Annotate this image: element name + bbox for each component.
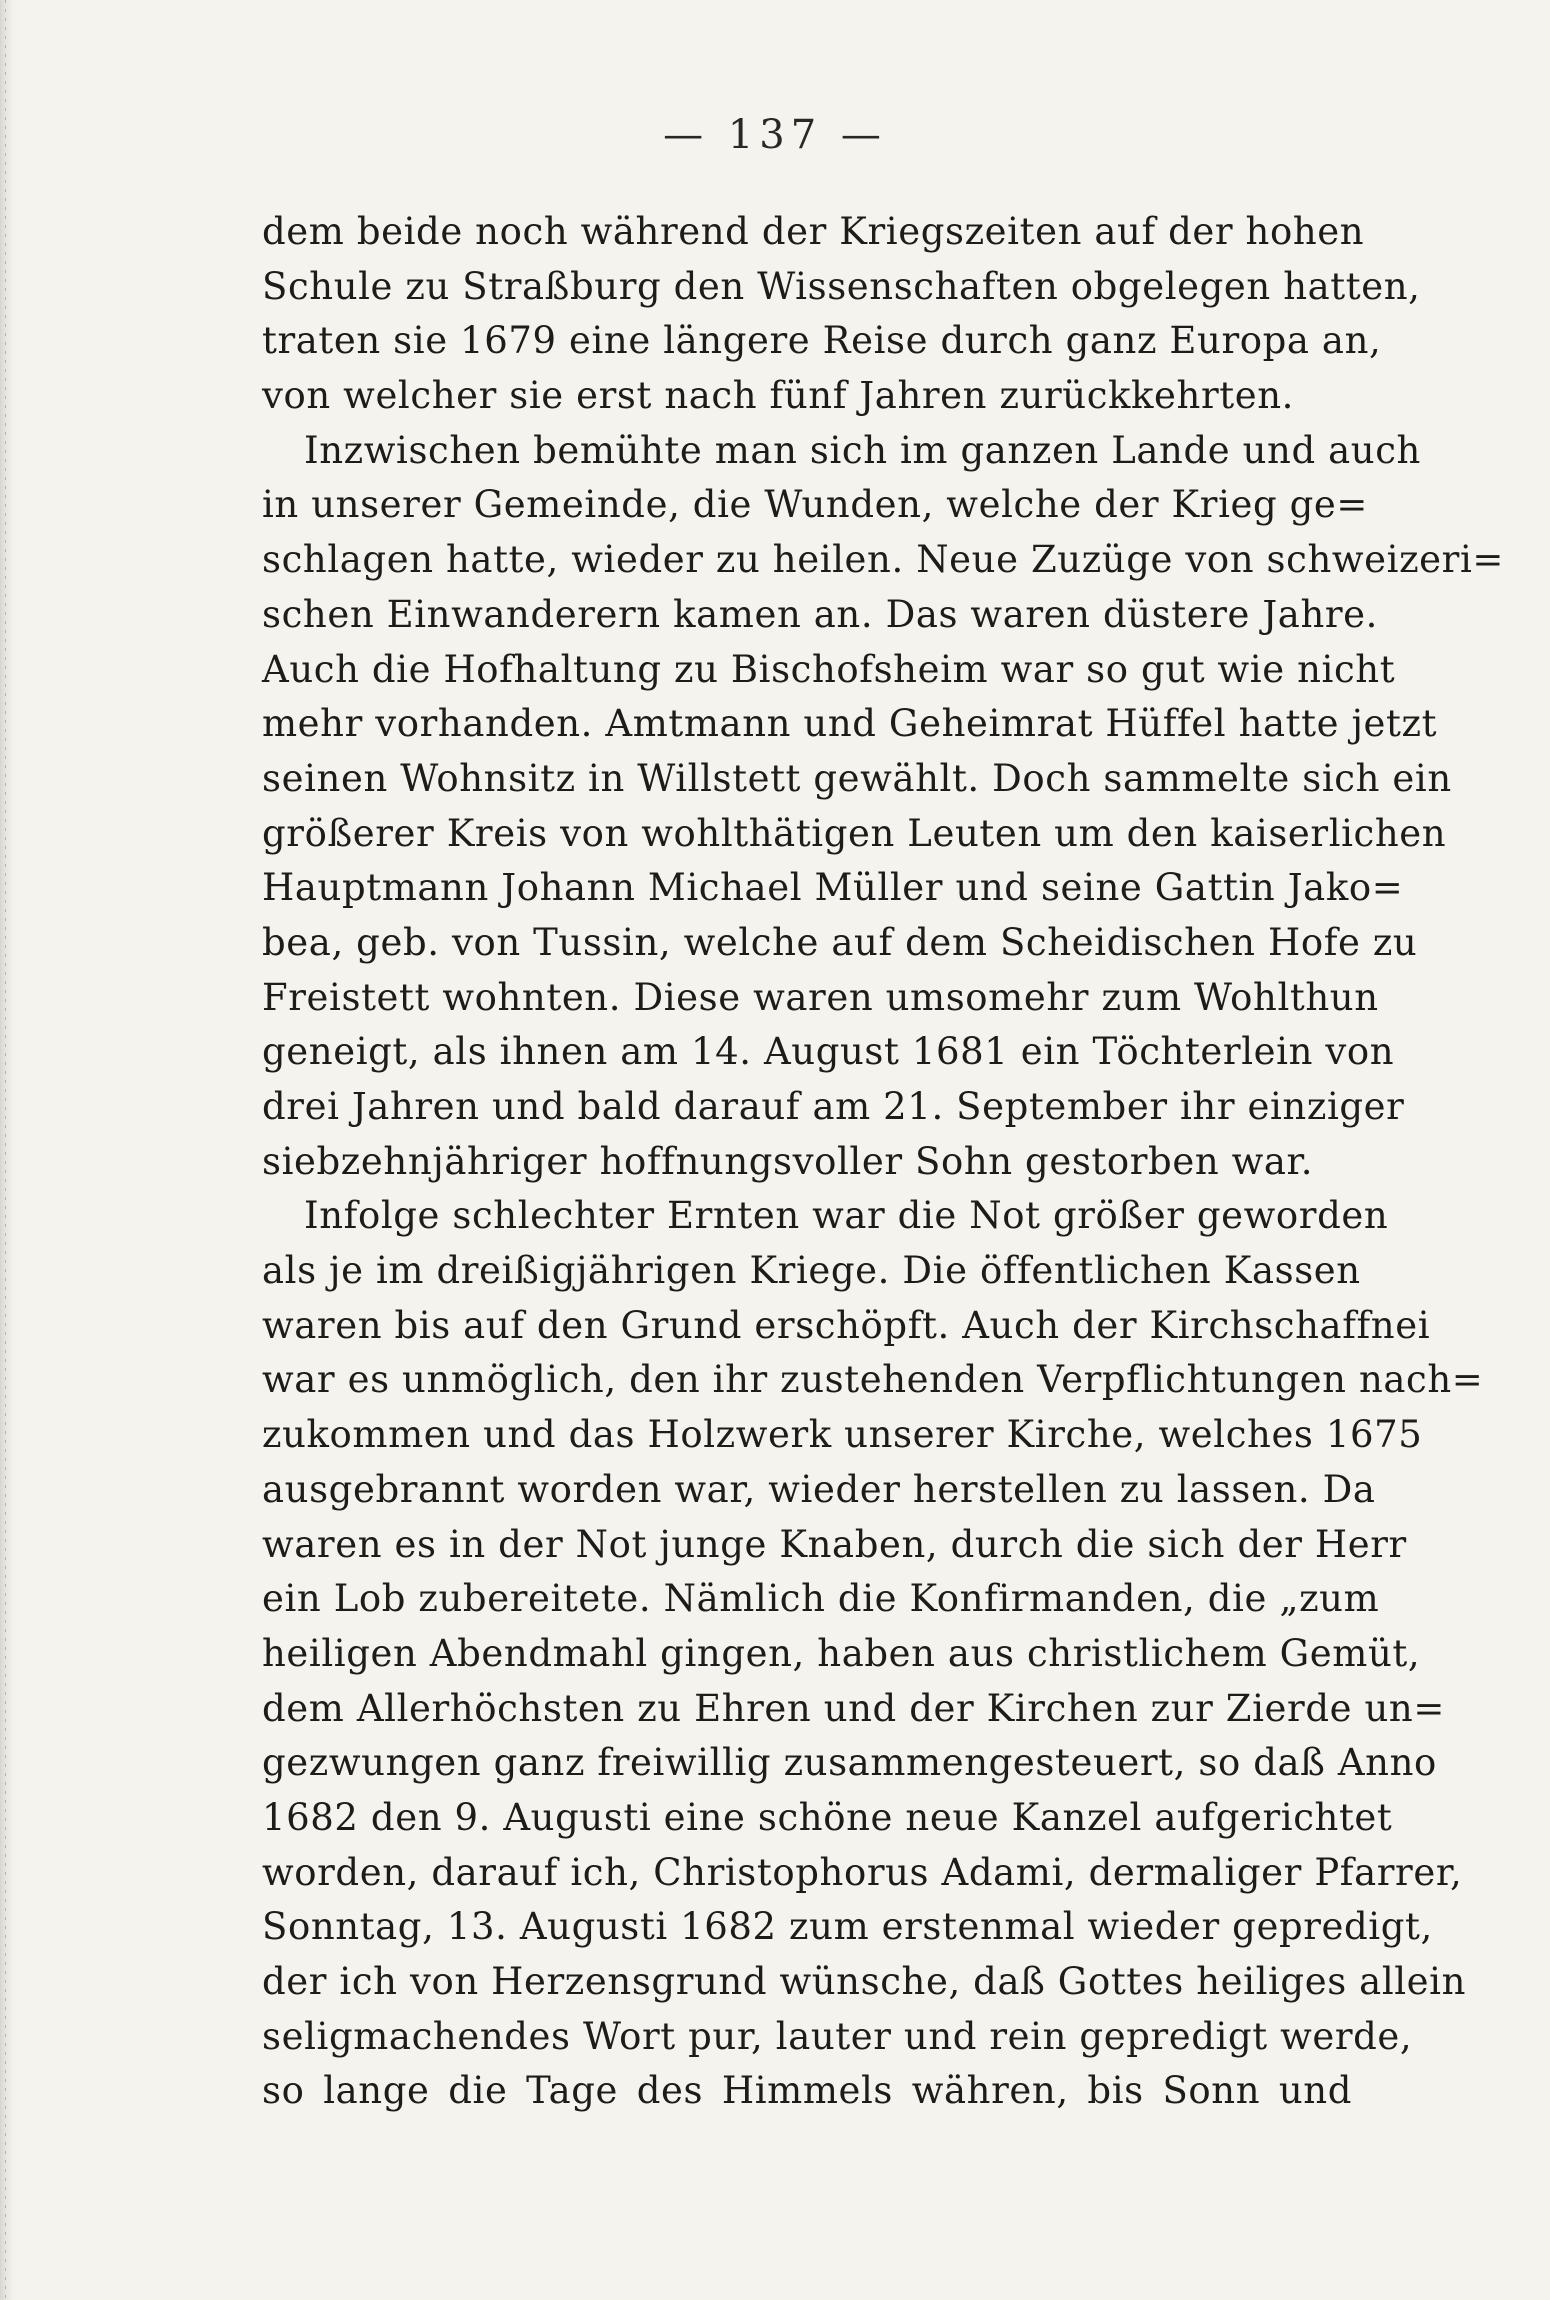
text-line: als je im dreißigjährigen Kriege. Die öffentlichen Kassen <box>262 1249 1361 1293</box>
text-line: war es unmöglich, den ihr zustehenden Verpflichtungen nach= <box>262 1358 1484 1402</box>
text-line: seligmachendes Wort pur, lauter und rein gepredigt werde, <box>262 2014 1413 2058</box>
text-line: von welcher sie erst nach fünf Jahren zurückkehrten. <box>262 374 1295 418</box>
text-line: der ich von Herzensgrund wünsche, daß Gottes heiliges allein <box>262 1960 1467 2003</box>
text-line: seinen Wohnsitz in Willstett gewählt. Doch sammelte sich ein <box>262 756 1452 800</box>
text-line: siebzehnjähriger hoffnungsvoller Sohn gestorben war. <box>262 1139 1314 1183</box>
text-line: mehr vorhanden. Amtmann und Geheimrat Hüffel hatte jetzt <box>262 702 1438 746</box>
text-line: Freistett wohnten. Diese waren umsomehr zum Wohlthun <box>262 975 1379 1019</box>
text-line: worden, darauf ich, Christophorus Adami, dermaliger Pfarrer, <box>262 1850 1463 1894</box>
text-line: waren bis auf den Grund erschöpft. Auch der Kirchschaffnei <box>262 1303 1431 1347</box>
text-line: Hauptmann Johann Michael Müller und seine Gattin Jako= <box>262 866 1404 910</box>
text-line: so lange die Tage des Himmels währen, bis Sonn und <box>262 2069 1352 2113</box>
paragraph-start-line: Inzwischen bemühte man sich im ganzen Lande und auch <box>304 428 1421 472</box>
text-line: ein Lob zubereitete. Nämlich die Konfirmanden, die „zum <box>262 1577 1380 1621</box>
text-line: gezwungen ganz freiwillig zusammengesteuert, so daß Anno <box>262 1741 1437 1785</box>
text-line: heiligen Abendmahl gingen, haben aus christlichem Gemüt, <box>262 1631 1421 1675</box>
text-line: schen Einwanderern kamen an. Das waren düstere Jahre. <box>262 592 1379 636</box>
text-line: in unserer Gemeinde, die Wunden, welche der Krieg ge= <box>262 483 1369 527</box>
text-line: waren es in der Not junge Knaben, durch die sich der Herr <box>262 1522 1407 1566</box>
paragraph-start-line: Infolge schlechter Ernten war die Not größer geworden <box>304 1194 1389 1238</box>
text-line: dem beide noch während der Kriegszeiten auf der hohen <box>262 210 1365 253</box>
page-number-header: — 137 — <box>663 112 887 158</box>
text-line: bea, geb. von Tussin, welche auf dem Scheidischen Hofe zu <box>262 920 1418 964</box>
text-line: traten sie 1679 eine längere Reise durch ganz Europa an, <box>262 319 1382 363</box>
text-line: größerer Kreis von wohlthätigen Leuten um den kaiserlichen <box>262 811 1447 855</box>
text-line: geneigt, als ihnen am 14. August 1681 ein Töchterlein von <box>262 1030 1395 1074</box>
text-line: ausgebrannt worden war, wieder herstellen zu lassen. Da <box>262 1467 1376 1511</box>
text-line: drei Jahren und bald darauf am 21. September ihr einziger <box>262 1085 1405 1128</box>
text-line: dem Allerhöchsten zu Ehren und der Kirchen zur Zierde un= <box>262 1686 1445 1730</box>
text-line: Schule zu Straßburg den Wissenschaften obgelegen hatten, <box>262 264 1421 308</box>
text-line: 1682 den 9. Augusti eine schöne neue Kanzel aufgerichtet <box>262 1795 1393 1839</box>
text-line: Sonntag, 13. Augusti 1682 zum erstenmal wieder gepredigt, <box>262 1905 1433 1949</box>
scan-binding-edge <box>0 0 14 2300</box>
body-text <box>262 205 1504 2119</box>
text-line: zukommen und das Holzwerk unserer Kirche, welches 1675 <box>262 1413 1423 1457</box>
text-line: Auch die Hofhaltung zu Bischofsheim war so gut wie nicht <box>262 647 1396 691</box>
text-line: schlagen hatte, wieder zu heilen. Neue Zuzüge von schweizeri= <box>262 538 1504 582</box>
